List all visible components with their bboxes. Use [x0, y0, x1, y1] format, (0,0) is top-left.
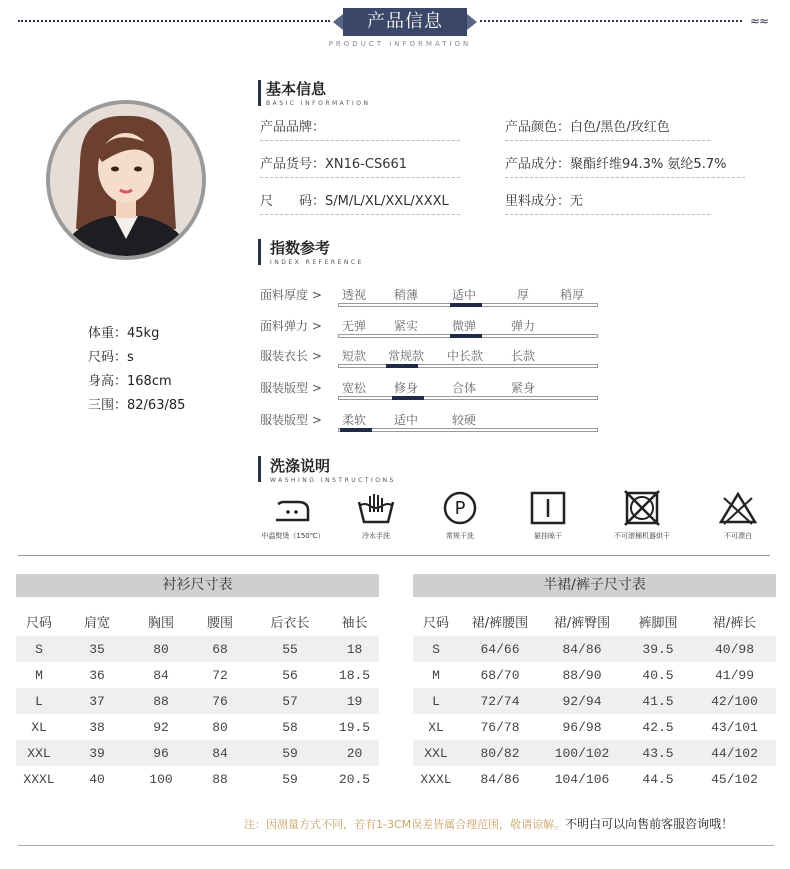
hand-wash-icon	[356, 490, 396, 526]
wash-label-iron: 中温熨烫（150℃）	[261, 532, 325, 540]
measurement-note	[244, 815, 733, 832]
table-row	[16, 636, 379, 662]
table-cell: XXXL	[23, 771, 55, 787]
wash-label-hang-dry: 悬挂晾干	[534, 532, 562, 540]
table-cell: 41.5	[623, 688, 693, 714]
table-row	[413, 688, 776, 714]
index-option: 短款	[342, 349, 367, 363]
index-row-label: 服装衣长 >	[260, 349, 322, 363]
table-row	[413, 636, 776, 662]
note-disclaimer: 注：因测量方式不同，若有1-3CM误差皆属合理范围，敬请谅解。	[244, 818, 566, 831]
table-cell: 80	[212, 719, 228, 735]
basic-info-bar	[258, 80, 261, 106]
table-header-cell: 尺码	[422, 615, 449, 631]
model-size: 尺码：s	[88, 350, 134, 365]
table-cell: 84/86	[541, 636, 623, 662]
model-height: 身高：168cm	[88, 374, 172, 389]
table-header-cell: 裙/裤腰围	[471, 615, 529, 631]
wash-label-no-tumble: 不可滚桶机器烘干	[614, 532, 670, 540]
shirt-size-table-title: 衬衫尺寸表	[16, 574, 379, 597]
index-row-label: 服装版型 >	[260, 413, 322, 427]
table-cell: 76/78	[480, 719, 520, 735]
table-cell: 35	[62, 636, 132, 662]
table-cell: 96/98	[562, 719, 602, 735]
svg-text:P: P	[454, 498, 466, 519]
table-row	[413, 714, 776, 740]
table-cell: 40.5	[642, 667, 674, 683]
table-cell: 42.5	[642, 719, 674, 735]
table-header-cell: 裙/裤臀围	[553, 615, 611, 631]
index-selected-marker	[450, 303, 482, 307]
table-cell: 42/100	[693, 688, 776, 714]
index-ref-title: 指数参考	[270, 239, 331, 257]
table-cell: 57	[250, 688, 330, 714]
table-row	[16, 662, 379, 688]
table-row	[16, 714, 379, 740]
table-header-cell: 袖长	[341, 615, 368, 631]
table-header-cell: 裙/裤长	[712, 615, 757, 631]
index-track	[338, 396, 598, 400]
page-subtitle: PRODUCT INFORMATION	[328, 40, 472, 48]
table-cell: 39	[62, 740, 132, 766]
table-cell: 84	[190, 740, 250, 766]
index-row-label: 面料弹力 >	[260, 319, 322, 333]
basic-info-subtitle: BASIC INFORMATION	[266, 100, 371, 107]
model-stats	[88, 322, 185, 418]
table-cell: 68	[190, 636, 250, 662]
product-sizes: 尺 码：S/M/L/XL/XXL/XXXL	[260, 189, 460, 215]
wave-ornament-icon: ≈≈	[750, 14, 769, 28]
table-row	[16, 740, 379, 766]
table-cell: 88/90	[562, 667, 602, 683]
index-option: 修身	[394, 381, 419, 395]
table-cell: 88	[212, 771, 228, 787]
table-cell: 96	[132, 740, 190, 766]
table-cell: 80/82	[459, 740, 541, 766]
table-cell: 19.5	[338, 719, 371, 735]
index-option: 厚	[517, 288, 530, 302]
basic-info-title: 基本信息	[266, 80, 327, 98]
header-ribbon-right	[467, 14, 477, 30]
section-divider	[18, 555, 770, 556]
table-cell: 76	[190, 688, 250, 714]
bottom-rule	[18, 845, 774, 846]
table-cell: 20.5	[338, 771, 371, 787]
product-sku: 产品货号：XN16-CS661	[260, 152, 460, 178]
index-option: 长款	[511, 349, 536, 363]
index-selected-marker	[450, 334, 482, 338]
table-cell: 44.5	[642, 771, 674, 787]
index-row-label: 服装版型 >	[260, 381, 322, 395]
table-cell: XXL	[16, 740, 62, 766]
table-cell: 18.5	[338, 667, 371, 683]
index-option: 稍厚	[560, 288, 585, 302]
index-option: 弹力	[511, 319, 536, 333]
table-row	[16, 688, 379, 714]
product-lining: 里料成分：无	[505, 189, 710, 215]
dry-clean-p-icon	[440, 490, 480, 526]
shirt-size-table	[16, 606, 379, 792]
table-cell: 58	[282, 719, 298, 735]
washing-title: 洗涤说明	[270, 457, 331, 475]
table-cell: 68/70	[480, 667, 520, 683]
table-cell: XXXL	[420, 771, 452, 787]
product-color: 产品颜色：白色/黑色/玫红色	[505, 115, 710, 141]
table-header-cell: 后衣长	[270, 615, 310, 631]
table-header-row	[413, 606, 776, 636]
table-cell: 80	[132, 636, 190, 662]
index-track	[338, 364, 598, 368]
index-option: 微弹	[452, 319, 477, 333]
product-composition: 产品成分：聚酯纤维94.3% 氨纶5.7%	[505, 152, 745, 178]
index-option: 合体	[452, 381, 477, 395]
table-cell: 44/102	[693, 740, 776, 766]
iron-icon	[272, 490, 312, 526]
table-row	[16, 766, 379, 792]
table-header-cell: 裤脚围	[638, 615, 678, 631]
table-cell: 84/86	[480, 771, 520, 787]
model-weight: 体重：45kg	[88, 326, 160, 341]
hang-dry-icon	[528, 490, 568, 526]
index-track	[338, 428, 598, 432]
table-cell: 55	[250, 636, 330, 662]
index-option: 稍薄	[394, 288, 419, 302]
skirt-size-table-title: 半裙/裤子尺寸表	[413, 574, 776, 597]
table-row	[413, 740, 776, 766]
table-cell: 39.5	[623, 636, 693, 662]
table-cell: 40/98	[693, 636, 776, 662]
wash-label-dry-clean: 常规干洗	[446, 532, 474, 540]
table-cell: 100/102	[541, 740, 623, 766]
header-left-rule	[18, 20, 330, 22]
table-cell: 104/106	[554, 771, 610, 787]
table-cell: 59	[282, 771, 298, 787]
index-option: 紧实	[394, 319, 419, 333]
table-cell: L	[413, 688, 459, 714]
washing-bar	[258, 456, 261, 482]
no-bleach-icon	[718, 490, 758, 526]
index-option: 无弹	[342, 319, 367, 333]
index-option: 宽松	[342, 381, 367, 395]
table-cell: 19	[330, 688, 379, 714]
index-option: 适中	[394, 413, 419, 427]
table-cell: M	[432, 667, 440, 683]
table-header-cell: 尺码	[25, 615, 52, 631]
index-option: 较硬	[452, 413, 477, 427]
table-header-cell: 肩宽	[83, 615, 110, 631]
model-photo	[46, 100, 206, 260]
table-cell: L	[16, 688, 62, 714]
index-selected-marker	[386, 364, 418, 368]
no-tumble-dry-icon	[622, 490, 662, 526]
wash-label-no-bleach: 不可漂白	[724, 532, 752, 540]
skirt-size-table	[413, 606, 776, 792]
header-ribbon-left	[333, 14, 343, 30]
table-cell: 36	[89, 667, 105, 683]
table-cell: 18	[330, 636, 379, 662]
washing-subtitle: WASHING INSTRUCTIONS	[270, 477, 396, 484]
note-contact: 不明白可以向售前客服咨询哦！	[565, 817, 734, 831]
table-cell: 72	[212, 667, 228, 683]
table-cell: 92/94	[541, 688, 623, 714]
index-option: 透视	[342, 288, 367, 302]
table-cell: 20	[330, 740, 379, 766]
table-cell: 84	[153, 667, 169, 683]
table-cell: XL	[31, 719, 47, 735]
table-header-row	[16, 606, 379, 636]
table-row	[413, 662, 776, 688]
table-cell: 45/102	[711, 771, 758, 787]
index-ref-subtitle: INDEX REFERENCE	[270, 259, 364, 266]
index-row-label: 面料厚度 >	[260, 288, 322, 302]
table-cell: M	[35, 667, 43, 683]
header-right-rule	[480, 20, 742, 22]
table-cell: 64/66	[459, 636, 541, 662]
index-option: 柔软	[342, 413, 367, 427]
index-option: 中长款	[447, 349, 484, 363]
product-brand: 产品品牌：	[260, 115, 460, 141]
table-cell: S	[16, 636, 62, 662]
table-cell: XXL	[413, 740, 459, 766]
wash-label-hand-wash: 冷水手洗	[362, 532, 390, 540]
table-cell: 59	[250, 740, 330, 766]
model-measurements: 三围：82/63/85	[88, 398, 186, 413]
index-ref-bar	[258, 239, 261, 265]
table-cell: 37	[62, 688, 132, 714]
table-cell: S	[413, 636, 459, 662]
index-option: 常规款	[388, 349, 425, 363]
table-cell: 38	[89, 719, 105, 735]
table-cell: 88	[132, 688, 190, 714]
table-cell: 56	[282, 667, 298, 683]
table-cell: 43/101	[711, 719, 758, 735]
index-option: 适中	[452, 288, 477, 302]
page-title: 产品信息	[343, 8, 467, 36]
index-option: 紧身	[511, 381, 536, 395]
table-cell: 41/99	[714, 667, 754, 683]
table-cell: XL	[428, 719, 444, 735]
index-selected-marker	[340, 428, 372, 432]
table-row	[413, 766, 776, 792]
table-cell: 72/74	[459, 688, 541, 714]
table-header-cell: 胸围	[147, 615, 174, 631]
table-cell: 100	[149, 771, 173, 787]
table-header-cell: 腰围	[206, 615, 233, 631]
table-cell: 40	[89, 771, 105, 787]
table-cell: 92	[153, 719, 169, 735]
table-cell: 43.5	[623, 740, 693, 766]
index-selected-marker	[392, 396, 424, 400]
